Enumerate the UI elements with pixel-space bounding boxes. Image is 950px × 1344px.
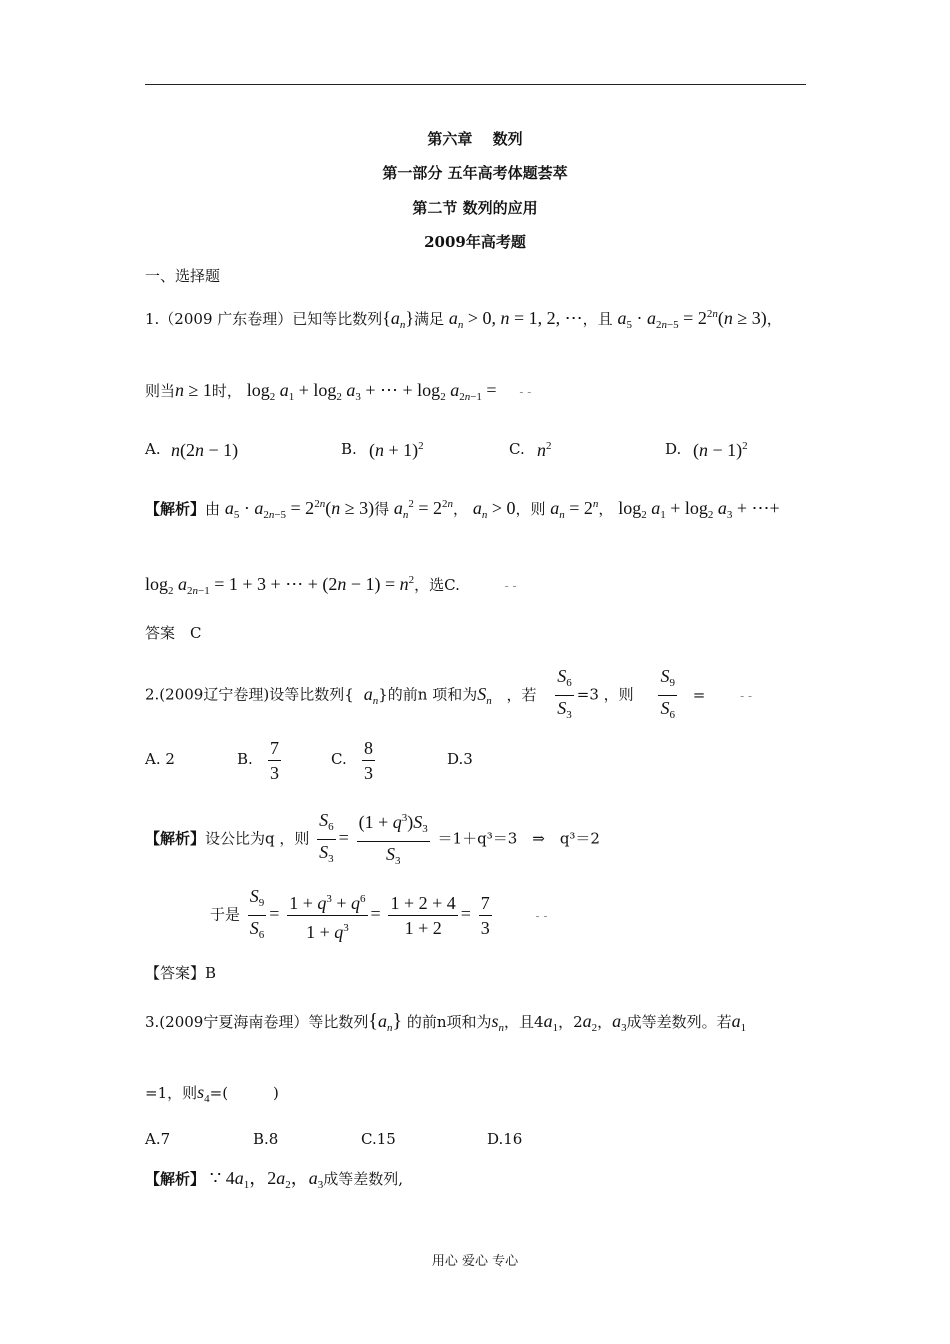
q1-solution-line2: $\log_2 a_{2n-1} = 1 + 3$ + ⋯ + $(2n - 1) = n^2$，选C. - - — [145, 574, 517, 597]
q2-solution-line2: 于是 $\frac{S_9}{S_6}$ = $\frac{1 + q^3 + q^6}{1 + q^3}$ = $\frac{1 + 2 + 4}{1 + 2}$ = $\frac{7}{3}$ - - — [210, 886, 548, 942]
q1-line2: 则当n ≥ 1时， $\log_2 a_1 + \log_2 a_3$ + ⋯ + $\log_2 a_{2n-1}$ = - - — [145, 380, 532, 403]
part-title: 第一部分 五年高考体题荟萃 — [382, 164, 568, 182]
q1-solution-line1: 【解析】由 $a_5 \cdot a_{2n-5} = 2^{2n}(n \ge 3)$得 $a_n^2 = 2^{2n}$， $a_n > 0$，则 $a_n = 2^n$， $\log_2 a_1 + \log_2 a_3$ + ⋯+ — [145, 498, 780, 521]
q2-solution-line1: 【解析】设公比为q ，则 $\frac{S_6}{S_3}$ = $\frac{(1 + q^3)S_3}{S_3}$ ＝1＋q³＝3 ⇒ q³＝2 — [145, 806, 600, 873]
q2-answer: 【答案】B — [145, 964, 217, 982]
page-footer: 用心 爱心 专心 — [431, 1254, 519, 1269]
chapter-title: 第六章 数列 — [427, 130, 523, 148]
q2-line1: 2.(2009辽宁卷理)设等比数列{ $a_n$}的前n 项和为$S_n$ ，若 $\frac{S_6}{S_3}$ =3 ，则 $\frac{S_9}{S_6}$ = - - — [145, 666, 753, 721]
header-rule — [145, 84, 806, 85]
q3-options: A.7 B.8 C.15 D.16 — [145, 1130, 523, 1148]
q3-solution-line1: 【解析】 ∵ $4a_1$，$2a_2$，$a_3$成等差数列, — [145, 1168, 404, 1191]
section-label: 一、选择题 — [145, 267, 221, 285]
q1-line1: 1.（2009 广东卷理）已知等比数列$\{a_n\}$满足 $a_n > 0$, n = 1, 2, ⋯，且 $a_5 \cdot a_{2n-5} = 2^{2n}(n \ge 3)$， — [145, 308, 782, 331]
q3-line1: 3.(2009宁夏海南卷理）等比数列$\{a_n\}$ 的前n项和为$s_n$，且$4a_1$，$2a_2$，$a_3$成等差数列。若$a_1$ — [145, 1010, 747, 1034]
year-heading: 2009年高考题 — [424, 233, 526, 251]
section-title: 第二节 数列的应用 — [412, 199, 538, 217]
q1-answer: 答案 C — [145, 624, 202, 642]
q3-line2: =1，则$s_4=$( ) — [145, 1082, 279, 1105]
